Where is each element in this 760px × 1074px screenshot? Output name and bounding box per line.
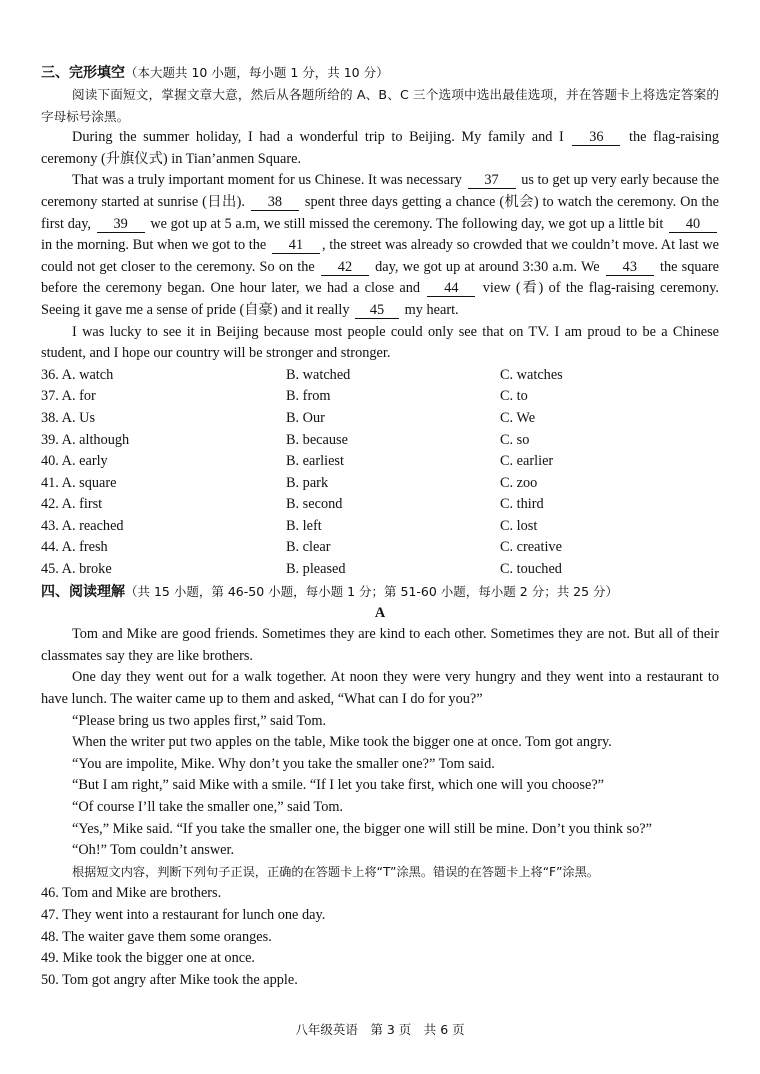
cloze-options xyxy=(41,365,719,581)
reading-paragraph: “Please bring us two apples first,” said Tom. xyxy=(72,712,327,729)
question-47: 47. They went into a restaurant for lunch one day. xyxy=(41,906,326,923)
question-49: 49. Mike took the bigger one at once. xyxy=(41,950,255,967)
reading-paragraph: One day they went out for a walk together. At noon they were very hungry and they went into a restaurant to have lunch. The waiter came up to them and asked, “What can I do for you?” xyxy=(41,669,719,708)
option-42-b: B. second xyxy=(286,496,343,513)
blank-40: 40 xyxy=(669,216,717,233)
true-false-instruction: 根据短文内容，判断下列句子正误，正确的在答题卡上将“T”涂黑。错误的在答题卡上将“F”涂黑。 xyxy=(72,864,599,879)
section4-note: （共 15 小题，第 46-50 小题，每小题 1 分；第 51-60 小题，每小题 2 分；共 25 分） xyxy=(125,583,619,599)
option-38-b: B. Our xyxy=(286,409,325,426)
reading-paragraph: “Of course I’ll take the smaller one,” said Tom. xyxy=(72,799,344,815)
blank-38: 38 xyxy=(251,194,299,211)
page-content xyxy=(41,62,719,991)
section3-heading xyxy=(41,62,719,84)
option-36-b: B. watched xyxy=(286,366,351,383)
option-44-a: 44. A. fresh xyxy=(41,539,108,556)
option-40-a: 40. A. early xyxy=(41,453,108,470)
passage-label: A xyxy=(374,604,386,621)
option-41-b: B. park xyxy=(286,474,329,491)
option-43-c: C. lost xyxy=(500,517,538,534)
option-36-a: 36. A. watch xyxy=(41,366,114,383)
option-41-a: 41. A. square xyxy=(41,474,117,491)
option-44-b: B. clear xyxy=(286,539,331,556)
option-40-b: B. earliest xyxy=(286,453,344,470)
option-43-b: B. left xyxy=(286,517,322,534)
section3-note: （本大题共 10 小题，每小题 1 分，共 10 分） xyxy=(125,65,389,80)
blank-39: 39 xyxy=(97,216,145,233)
section3-instruction: 阅读下面短文，掌握文章大意，然后从各题所给的 A、B、C 三个选项中选出最佳选项，并在答题卡上将选定答案的字母标号涂黑。 xyxy=(41,87,719,124)
blank-45: 45 xyxy=(355,302,399,319)
option-42-c: C. third xyxy=(500,496,544,513)
option-39-a: 39. A. although xyxy=(41,431,130,448)
option-45-b: B. pleased xyxy=(286,561,346,578)
option-45-c: C. touched xyxy=(500,561,562,578)
option-44-c: C. creative xyxy=(500,539,562,556)
page-footer: 八年级英语 第 3 页 共 6 页 xyxy=(295,1022,465,1037)
blank-41: 41 xyxy=(272,237,320,254)
section4-title: 四、阅读理解 xyxy=(41,583,125,600)
cloze-paragraph-2: That was a truly important moment for us Chinese. It was necessary 37 us to get up very early because the ceremony started at sunrise (日出). 38 spent three days getting a chance (机会) to watch the ceremony. On the first day, 39 we got up at 5 a.m, we still missed the ceremony. The following day, we got up a little bit 40 in the morning. But when we got to the 41 , the street was already so crowded that we couldn’t move. At last we could not get closer to the ceremony. So on the 42 day, we got up at around 3:30 a.m. We 43 the square before the ceremony began. One hour later, we had a close and 44 view (看) of the flag-raising ceremony. Seeing it gave me a sense of pride (自豪) and it really 45 my heart. xyxy=(41,172,720,318)
reading-paragraph: When the writer put two apples on the table, Mike took the bigger one at once. Tom got angry. xyxy=(72,734,612,751)
blank-44: 44 xyxy=(427,280,475,297)
cloze-paragraph-3: I was lucky to see it in Beijing because most people could only see that on TV. I am proud to be a Chinese student, and I hope our country will be stronger and stronger. xyxy=(41,323,719,362)
option-40-c: C. earlier xyxy=(500,453,554,470)
option-42-a: 42. A. first xyxy=(41,496,103,513)
option-36-c: C. watches xyxy=(500,366,563,383)
option-43-a: 43. A. reached xyxy=(41,517,124,534)
reading-paragraph: “Oh!” Tom couldn’t answer. xyxy=(72,842,235,859)
option-45-a: 45. A. broke xyxy=(41,561,112,578)
option-38-c: C. We xyxy=(500,409,536,426)
blank-42: 42 xyxy=(321,259,369,276)
option-37-c: C. to xyxy=(500,388,528,405)
reading-paragraph: “Yes,” Mike said. “If you take the smaller one, the bigger one will still be mine. Don’t you think so?” xyxy=(72,820,652,837)
option-37-a: 37. A. for xyxy=(41,388,96,405)
blank-36: 36 xyxy=(572,129,620,146)
section3-title: 三、完形填空 xyxy=(41,65,125,81)
question-50: 50. Tom got angry after Mike took the apple. xyxy=(41,971,298,988)
reading-paragraph: Tom and Mike are good friends. Sometimes they are kind to each other. Sometimes they are not. But all of their classmates say they are like brothers. xyxy=(41,626,719,664)
option-39-b: B. because xyxy=(286,431,348,448)
option-39-c: C. so xyxy=(500,431,530,448)
section4-heading xyxy=(41,581,719,603)
option-41-c: C. zoo xyxy=(500,474,538,491)
question-48: 48. The waiter gave them some oranges. xyxy=(41,928,272,945)
reading-paragraph: “You are impolite, Mike. Why don’t you take the smaller one?” Tom said. xyxy=(72,755,495,772)
reading-paragraph: “But I am right,” said Mike with a smile. “If I let you take first, which one will you choose?” xyxy=(72,777,605,794)
blank-37: 37 xyxy=(468,172,516,189)
option-38-a: 38. A. Us xyxy=(41,409,96,426)
cloze-paragraph-1: During the summer holiday, I had a wonderful trip to Beijing. My family and I 36 the flag-raising ceremony (升旗仪式) in Tian’anmen Square. xyxy=(41,129,719,167)
option-37-b: B. from xyxy=(286,388,331,405)
blank-43: 43 xyxy=(606,259,654,276)
question-46: 46. Tom and Mike are brothers. xyxy=(41,885,222,902)
